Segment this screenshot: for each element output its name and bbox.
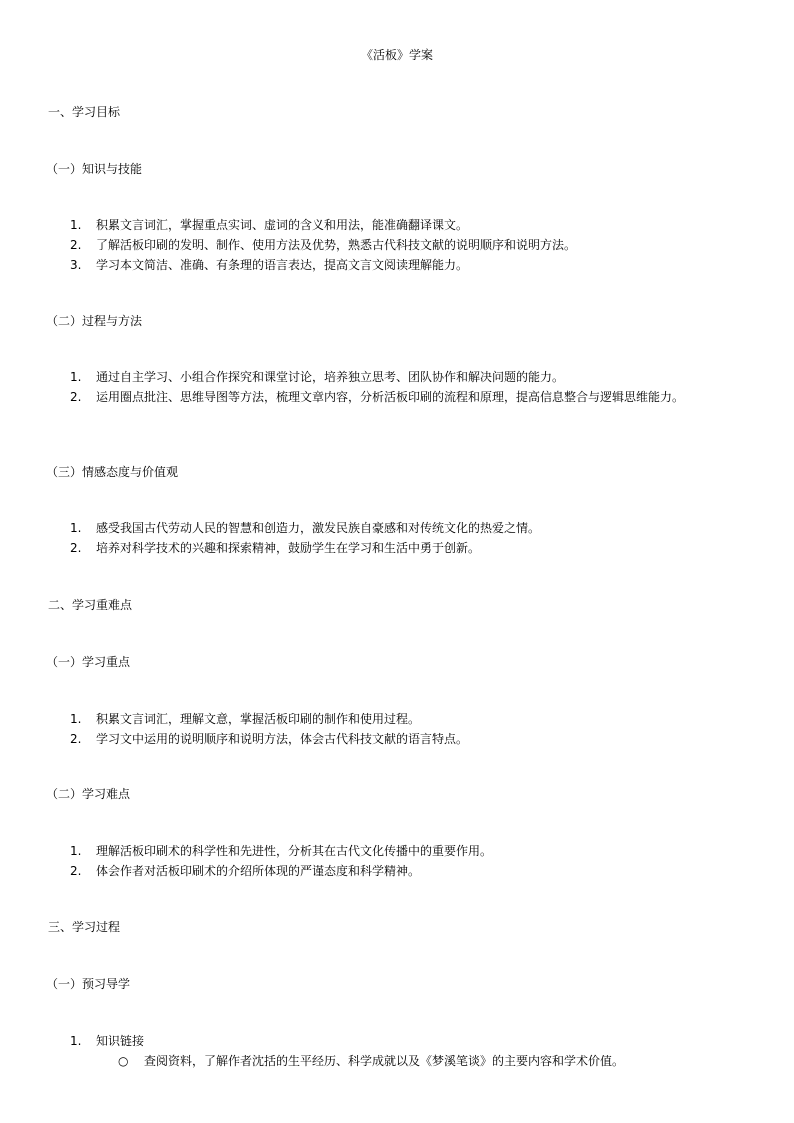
list-key-points [0,709,794,749]
list-emotions-values [0,518,794,558]
list-number: 2. [70,541,82,555]
list-number: 2. [70,238,82,252]
list-knowledge-skills [0,215,794,275]
list-item-text: 积累文言词汇，掌握重点实词、虚词的含义和用法，能准确翻译课文。 [96,218,469,232]
list-item [0,538,794,558]
list-number: 1. [70,712,82,726]
list-number: 3. [70,258,82,272]
list-item [0,841,794,861]
list-item-text: 学习本文简洁、准确、有条理的语言表达，提高文言文阅读理解能力。 [96,258,469,272]
list-number: 1. [70,218,82,232]
list-number: 1. [70,370,82,384]
list-item-text: 运用圈点批注、思维导图等方法，梳理文章内容，分析活板印刷的流程和原理，提高信息整合与逻辑思维能力。 [96,390,685,404]
list-number: 2. [70,864,82,878]
list-item-text: 培养对科学技术的兴趣和探索精神，鼓励学生在学习和生活中勇于创新。 [96,541,481,555]
list-number: 1. [70,844,82,858]
list-number: 2. [70,732,82,746]
list-item [0,215,794,235]
list-item [0,255,794,275]
subsection-heading-knowledge-skills: （一）知识与技能 [46,162,143,176]
list-item [0,709,794,729]
list-number: 1. [70,1034,82,1048]
list-number: 2. [70,390,82,404]
list-item-text: 积累文言词汇，理解文意，掌握活板印刷的制作和使用过程。 [96,712,421,726]
subsection-heading-emotions-values: （三）情感态度与价值观 [46,465,179,479]
list-process-methods [0,367,794,407]
document-title: 《活板》学案 [360,48,433,62]
list-item [0,729,794,749]
subsection-heading-key-points: （一）学习重点 [46,655,131,669]
list-item-text: 知识链接 [96,1034,145,1048]
list-preview-guide [0,1031,794,1071]
circle-bullet-icon: ○ [118,1054,129,1068]
subsection-heading-preview-guide: （一）预习导学 [46,977,131,991]
section-heading-objectives: 一、学习目标 [48,105,121,119]
list-number: 1. [70,521,82,535]
list-item [0,861,794,881]
list-item-text: 学习文中运用的说明顺序和说明方法，体会古代科技文献的语言特点。 [96,732,469,746]
subsection-heading-difficult-points: （二）学习难点 [46,787,131,801]
section-heading-learning-process: 三、学习过程 [48,920,121,934]
sub-list-item [0,1051,794,1071]
list-item [0,367,794,387]
list-item [0,518,794,538]
list-item-text: 体会作者对活板印刷术的介绍所体现的严谨态度和科学精神。 [96,864,421,878]
list-item-text: 了解活板印刷的发明、制作、使用方法及优势，熟悉古代科技文献的说明顺序和说明方法。 [96,238,577,252]
sub-list-item-text: 查阅资料，了解作者沈括的生平经历、科学成就以及《梦溪笔谈》的主要内容和学术价值。 [144,1054,625,1068]
list-item [0,1031,794,1051]
section-heading-key-difficult-points: 二、学习重难点 [48,598,133,612]
list-item-text: 感受我国古代劳动人民的智慧和创造力，激发民族自豪感和对传统文化的热爱之情。 [96,521,541,535]
list-item-text: 理解活板印刷术的科学性和先进性，分析其在古代文化传播中的重要作用。 [96,844,493,858]
list-item-text: 通过自主学习、小组合作探究和课堂讨论，培养独立思考、团队协作和解决问题的能力。 [96,370,565,384]
list-item [0,387,794,407]
list-item [0,235,794,255]
list-difficult-points [0,841,794,881]
subsection-heading-process-methods: （二）过程与方法 [46,314,143,328]
